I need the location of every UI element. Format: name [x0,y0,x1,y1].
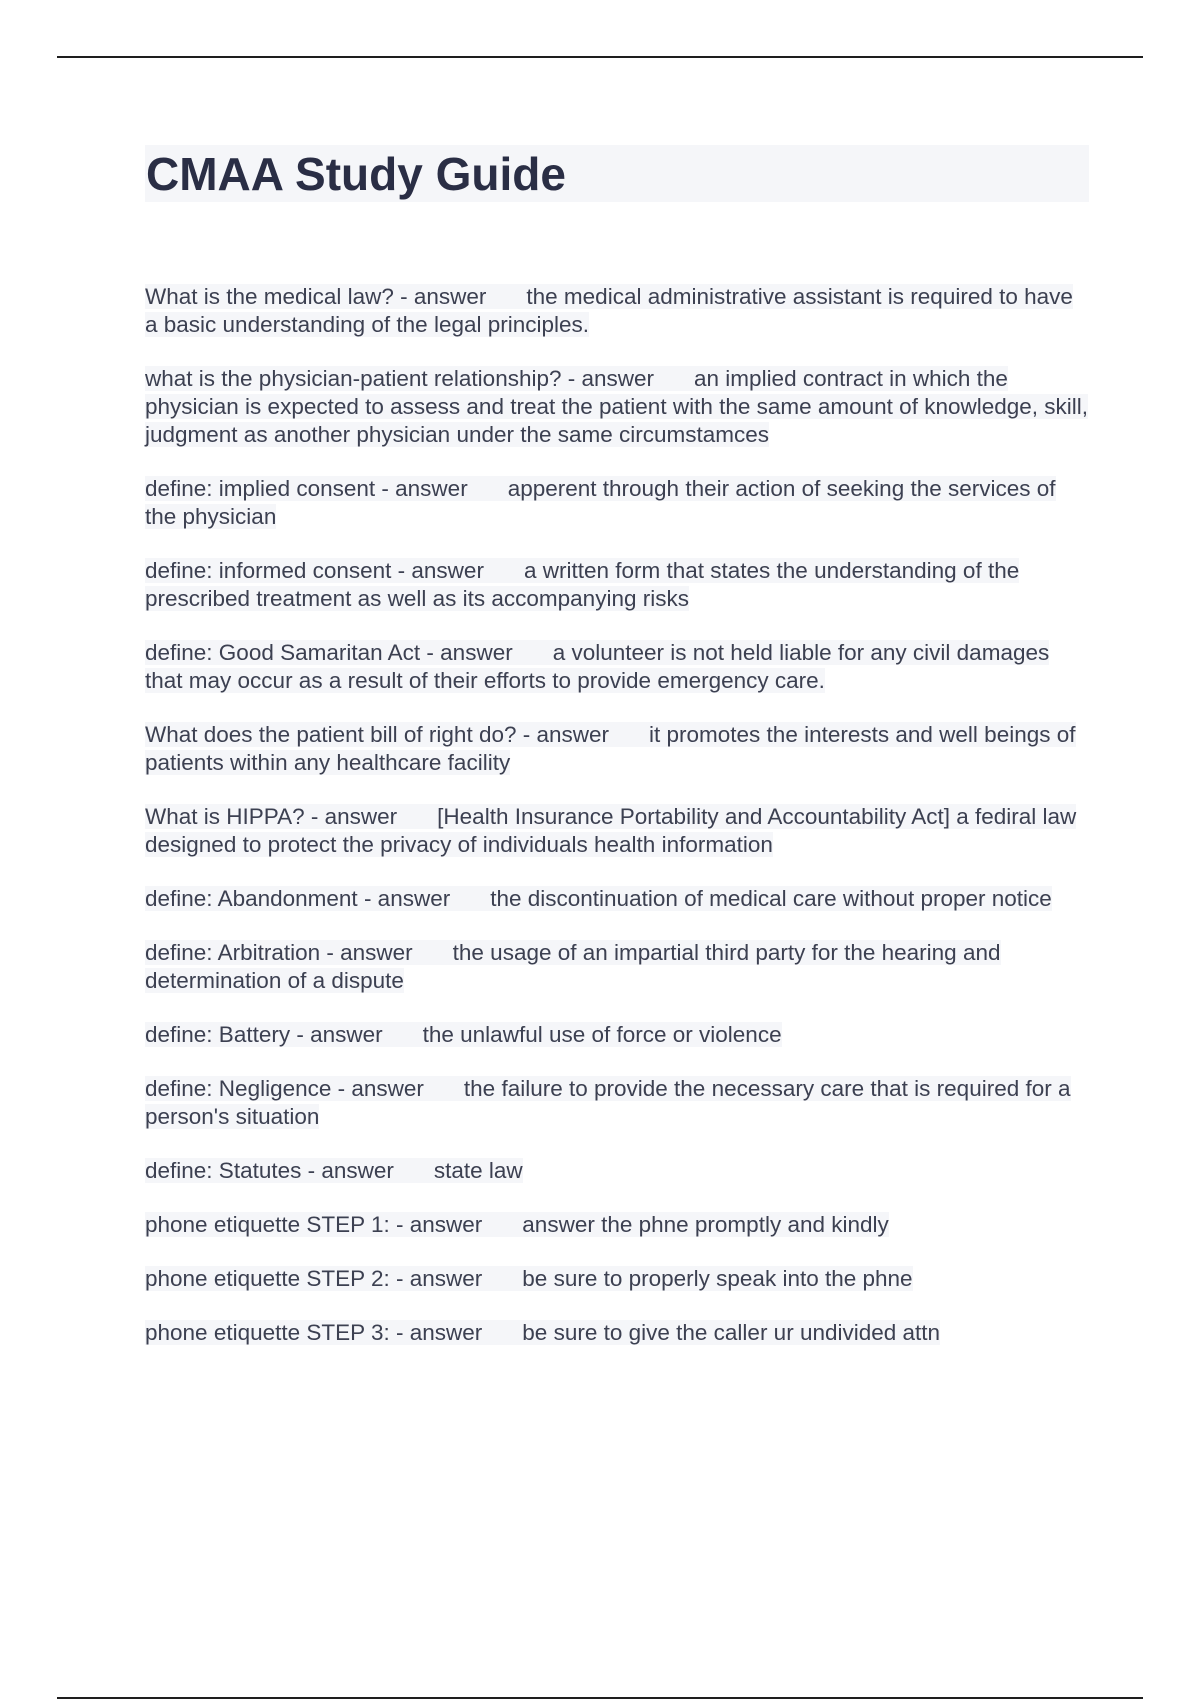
qa-question: define: Arbitration [145,940,321,965]
qa-line [145,366,1088,447]
qa-question: define: Abandonment [145,886,358,911]
qa-answer: it promotes the interests and well beings of patients within any healthcare facility [145,722,1076,775]
qa-answer-label: - answer [301,1158,394,1183]
qa-answer: be sure to properly speak into the phne [522,1266,913,1291]
bottom-rule [57,1697,1143,1699]
qa-answer: apperent through their action of seeking the services of the physician [145,476,1056,529]
qa-item [145,803,1090,859]
qa-item [145,475,1090,531]
qa-line [145,1158,523,1183]
top-rule [57,56,1143,58]
qa-question: define: Battery [145,1022,291,1047]
qa-answer: an implied contract in which the physician is expected to assess and treat the patient with the same amount of knowledge, skill, judgment as another physician under the same circumstamces [145,366,1089,447]
qa-question: What does the patient bill of right do? [145,722,517,747]
qa-item [145,885,1090,913]
qa-answer: a volunteer is not held liable for any civil damages that may occur as a result of their efforts to provide emergency care. [145,640,1050,693]
qa-line [145,804,1076,857]
qa-question: define: implied consent [145,476,376,501]
qa-question: phone etiquette STEP 1: [145,1212,390,1237]
qa-answer-label: - answer [391,558,484,583]
qa-answer-label: - answer [389,1212,483,1237]
qa-question: phone etiquette STEP 3: [145,1320,390,1345]
qa-answer-label: - answer [320,940,413,965]
qa-item [145,557,1090,613]
qa-item [145,283,1090,339]
qa-question: what is the physician-patient relationship? [145,366,562,391]
qa-answer-label: - answer [389,1266,483,1291]
qa-question: define: Statutes [145,1158,302,1183]
qa-item [145,721,1090,777]
qa-answer: the discontinuation of medical care without proper notice [490,886,1052,911]
qa-answer: [Health Insurance Portability and Accountability Act] a fediral law designed to protect the privacy of individuals health information [145,804,1077,857]
qa-line [145,1266,913,1291]
page-title: CMAA Study Guide [146,148,566,200]
qa-answer-label: - answer [304,804,398,829]
qa-item [145,1211,1090,1239]
qa-line [145,1022,782,1047]
qa-item [145,1265,1090,1293]
qa-answer: the usage of an impartial third party for the hearing and determination of a dispute [145,940,1001,993]
qa-answer: the failure to provide the necessary care that is required for a person's situation [145,1076,1071,1129]
qa-answer: the unlawful use of force or violence [422,1022,782,1047]
qa-answer-label: - answer [420,640,513,665]
qa-line [145,640,1049,693]
qa-question: define: Negligence [145,1076,332,1101]
qa-item [145,639,1090,695]
qa-answer-label: - answer [375,476,468,501]
qa-question: What is HIPPA? [145,804,305,829]
qa-answer: be sure to give the caller ur undivided attn [522,1320,941,1345]
qa-answer-label: - answer [357,886,451,911]
qa-line [145,1320,940,1345]
qa-line [145,940,1001,993]
qa-answer: answer the phne promptly and kindly [522,1212,889,1237]
qa-line [145,284,1073,337]
qa-question: phone etiquette STEP 2: [145,1266,390,1291]
qa-question: define: Good Samaritan Act [145,640,421,665]
qa-answer-label: - answer [393,284,487,309]
qa-line [145,1076,1071,1129]
qa-question: What is the medical law? [145,284,394,309]
qa-line [145,1212,889,1237]
qa-answer: a written form that states the understanding of the prescribed treatment as well as its accompanying risks [145,558,1020,611]
qa-item [145,1157,1090,1185]
qa-question: define: informed consent [145,558,392,583]
qa-answer-label: - answer [389,1320,483,1345]
qa-list [145,283,1090,1373]
qa-item [145,1075,1090,1131]
qa-answer-label: - answer [290,1022,383,1047]
qa-item [145,1319,1090,1347]
qa-answer: the medical administrative assistant is required to have a basic understanding of the legal principles. [145,284,1073,337]
qa-item [145,1021,1090,1049]
qa-line [145,722,1076,775]
qa-line [145,476,1056,529]
qa-answer-label: - answer [561,366,655,391]
qa-line [145,886,1052,911]
qa-item [145,939,1090,995]
qa-line [145,558,1019,611]
qa-answer: state law [433,1158,523,1183]
qa-answer-label: - answer [331,1076,424,1101]
qa-answer-label: - answer [516,722,610,747]
qa-item [145,365,1090,449]
